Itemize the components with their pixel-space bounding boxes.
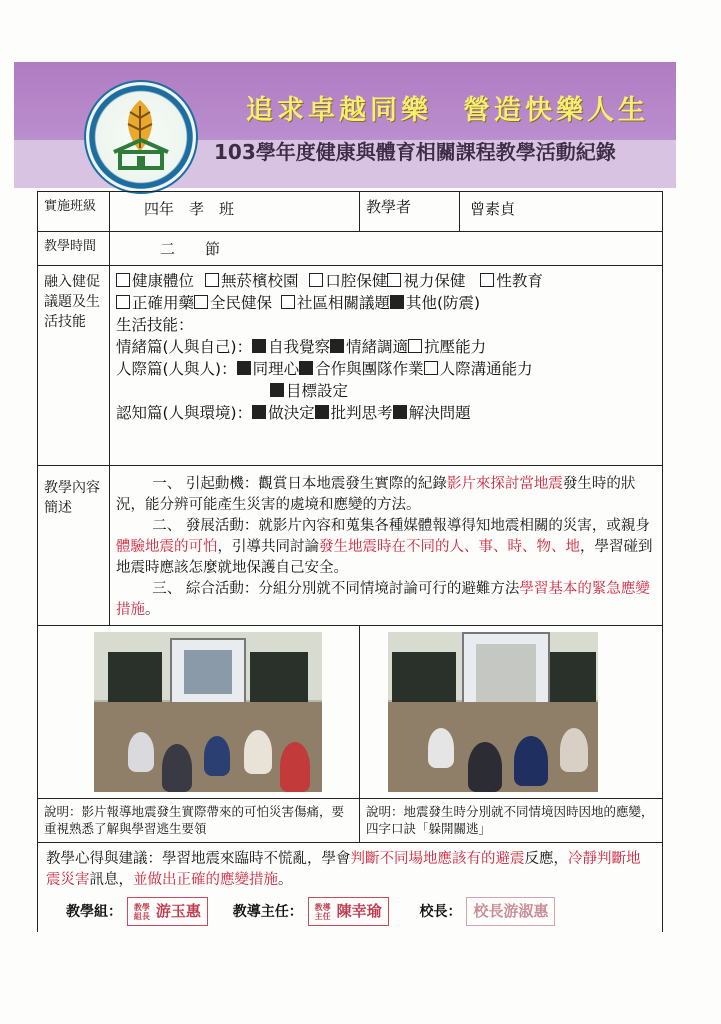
checkbox-problem-solving: 解決問題	[393, 404, 471, 422]
social-line	[116, 358, 656, 380]
checkbox-medication: 正確用藥	[116, 294, 194, 312]
content-label-text: 教學內容簡述	[44, 480, 100, 516]
checkbox-sex-education: 性教育	[480, 272, 543, 290]
content-para-2: 二、 發展活動：就影片內容和蒐集各種媒體報導得知地震相關的災害，或親身體驗地震的可怕，引導共同討論發生地震時在不同的人、事、時、物、地，學習碰到地震時應該怎麼就地保護自己安全。	[116, 518, 653, 576]
checkbox-teamwork: 合作與團隊作業	[299, 360, 424, 378]
checkbox-self-awareness: 自我覺察	[252, 338, 330, 356]
classroom-photo-1	[94, 632, 322, 792]
social-line-2	[116, 380, 656, 402]
content-label	[38, 466, 110, 626]
reflection-cell	[38, 843, 663, 933]
checkbox-health-weight: 健康體位	[116, 272, 194, 290]
photo-cell-2	[360, 626, 663, 799]
teacher-value: 曾素貞	[460, 192, 663, 232]
content-para-1: 一、 引起動機：觀賞日本地震發生實際的紀錄影片來探討當地震發生時的狀況，能分辨可能產生災害的處境和應變的方法。	[116, 476, 636, 513]
signature-row	[46, 891, 654, 926]
cognition-label: 認知篇(人與環境)：	[116, 404, 253, 422]
checkbox-other-earthquake: 其他(防震)	[390, 294, 480, 312]
checkbox-empathy: 同理心	[237, 360, 300, 378]
reflection-text: 教學心得與建議：學習地震來臨時不慌亂，學會判斷不同場地應該有的避震反應，冷靜判斷地震災害訊息，並做出正確的應變措施。	[46, 851, 641, 888]
principal-stamp: 校長游淑惠	[466, 897, 555, 926]
topics-label-text: 融入健促議題及生活技能	[44, 274, 100, 330]
emotion-line	[116, 336, 656, 358]
checkbox-oral-health: 口腔保健	[309, 272, 387, 290]
director-stamp: 教導主任 陳幸瑜	[308, 897, 389, 926]
house-icon	[112, 138, 170, 170]
page-title: 103學年度健康與體育相關課程教學活動紀錄	[214, 140, 616, 164]
director-label: 教導主任：	[232, 903, 303, 920]
photo-caption-1: 說明：影片報導地震發生實際帶來的可怕災害傷痛，要重視熟悉了解與學習逃生要領	[38, 799, 360, 843]
topics-line1	[116, 270, 656, 292]
classroom-photo-2	[388, 632, 598, 792]
checkbox-no-tobacco: 無菸檳校園	[205, 272, 299, 290]
content-cell	[110, 466, 663, 626]
class-value: 四年 孝 班	[110, 192, 360, 232]
teacher-label: 教學者	[360, 192, 460, 232]
topics-label	[38, 266, 110, 466]
checkbox-emotion-regulation: 情緒調適	[330, 338, 408, 356]
class-label: 實施班級	[38, 192, 110, 232]
emotion-label: 情緒篇(人與自己)：	[116, 338, 253, 356]
life-skills-title: 生活技能：	[116, 316, 194, 334]
social-label: 人際篇(人與人)：	[116, 360, 237, 378]
checkbox-communication: 人際溝通能力	[424, 360, 533, 378]
group-stamp: 教學組長 游玉惠	[127, 897, 208, 926]
school-motto: 追求卓越同樂 營造快樂人生	[246, 95, 649, 126]
photo-cell-1	[38, 626, 360, 799]
time-label: 教學時間	[38, 232, 110, 266]
checkbox-critical-thinking: 批判思考	[315, 404, 393, 422]
school-logo	[84, 80, 198, 194]
photo-caption-2: 說明：地震發生時分別就不同情境因時因地的應變，四字口訣「躲開關逃」	[360, 799, 663, 843]
topics-line2	[116, 292, 656, 314]
time-value: 二 節	[110, 232, 663, 266]
cognition-line	[116, 402, 656, 424]
checkbox-insurance: 全民健保	[194, 294, 272, 312]
checkbox-goal-setting: 目標設定	[270, 382, 348, 400]
checkbox-stress: 抗壓能力	[408, 338, 486, 356]
principal-label: 校長：	[419, 903, 462, 920]
activity-record-form	[37, 191, 663, 932]
topics-cell	[110, 266, 663, 466]
checkbox-community: 社區相關議題	[281, 294, 390, 312]
content-para-3: 三、 綜合活動：分組分別就不同情境討論可行的避難方法學習基本的緊急應變措施。	[116, 581, 650, 618]
group-label: 教學組：	[66, 903, 122, 920]
checkbox-vision: 視力保健	[387, 272, 465, 290]
checkbox-decision: 做決定	[252, 404, 315, 422]
